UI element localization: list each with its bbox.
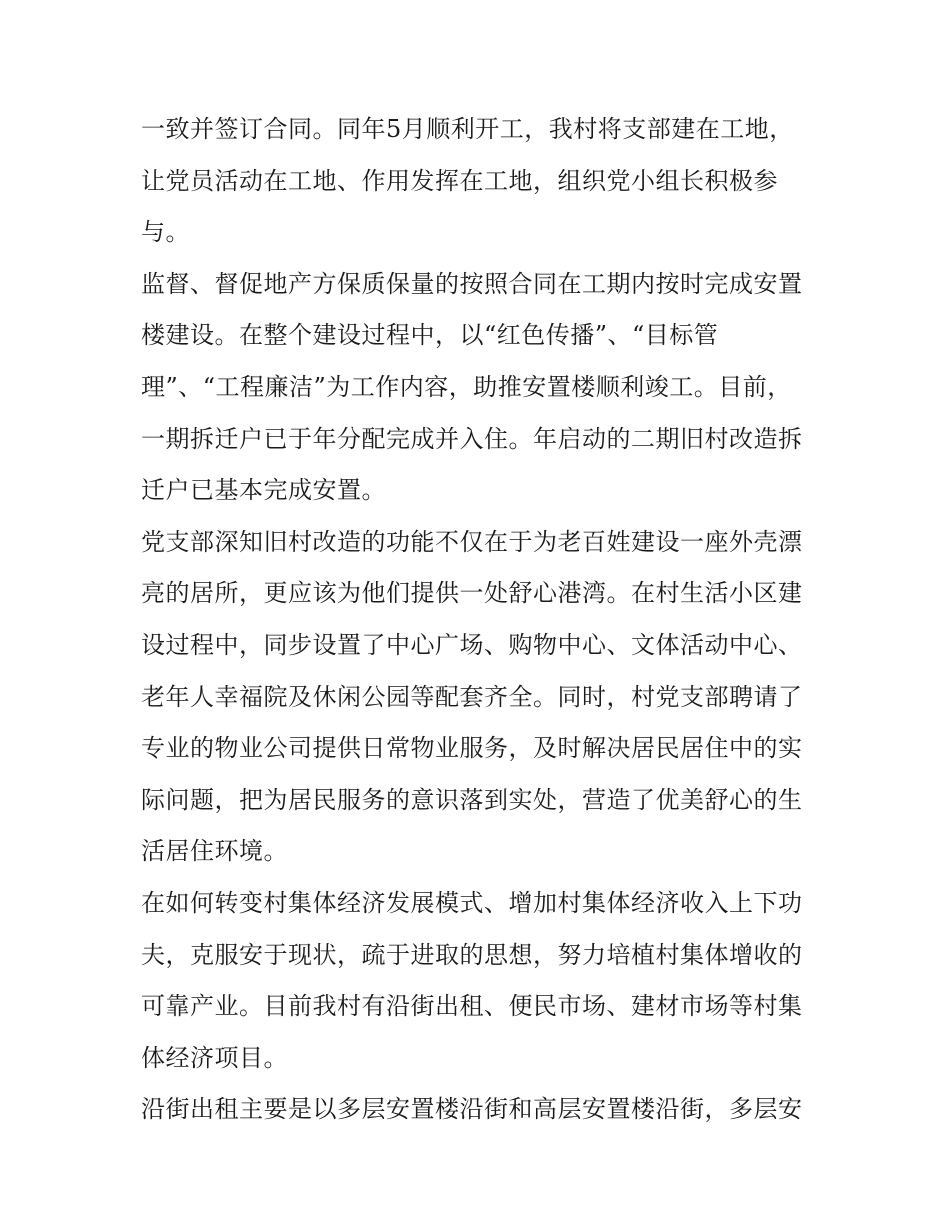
text-line: 老年人幸福院及休闲公园等配套齐全。同时，村党支部聘请了	[141, 682, 803, 711]
text-line: 活居住环境。	[141, 837, 288, 866]
text-line: 沿街出租主要是以多层安置楼沿街和高层安置楼沿街，多层安	[141, 1095, 803, 1124]
text-line: 理”、“工程廉洁”为工作内容，助推安置楼顺利竣工。目前，	[141, 372, 792, 401]
text-line: 可靠产业。目前我村有沿街出租、便民市场、建材市场等村集	[141, 992, 803, 1021]
text-line: 专业的物业公司提供日常物业服务，及时解决居民居住中的实	[141, 734, 803, 763]
text-line: 夫，克服安于现状，疏于进取的思想，努力培植村集体增收的	[141, 940, 803, 969]
text-line: 党支部深知旧村改造的功能不仅在于为老百姓建设一座外壳漂	[141, 527, 803, 556]
text-line: 体经济项目。	[141, 1043, 288, 1072]
text-line: 际问题，把为居民服务的意识落到实处，营造了优美舒心的生	[141, 785, 803, 814]
text-line: 迁户已基本完成安置。	[141, 476, 386, 505]
text-line: 与。	[141, 218, 190, 247]
document-body	[141, 104, 821, 1136]
text-line: 让党员活动在工地、作用发挥在工地，组织党小组长积极参	[141, 166, 778, 195]
text-line: 楼建设。在整个建设过程中，以“红色传播”、“目标管	[141, 321, 719, 350]
text-line: 在如何转变村集体经济发展模式、增加村集体经济收入上下功	[141, 888, 803, 917]
text-line: 亮的居所，更应该为他们提供一处舒心港湾。在村生活小区建	[141, 579, 803, 608]
text-line: 监督、督促地产方保质保量的按照合同在工期内按时完成安置	[141, 269, 803, 298]
text-line: 一期拆迁户已于年分配完成并入住。年启动的二期旧村改造拆	[141, 424, 803, 453]
text-line: 设过程中，同步设置了中心广场、购物中心、文体活动中心、	[141, 630, 803, 659]
text-line: 一致并签订合同。同年5月顺利开工，我村将支部建在工地，	[141, 115, 794, 143]
